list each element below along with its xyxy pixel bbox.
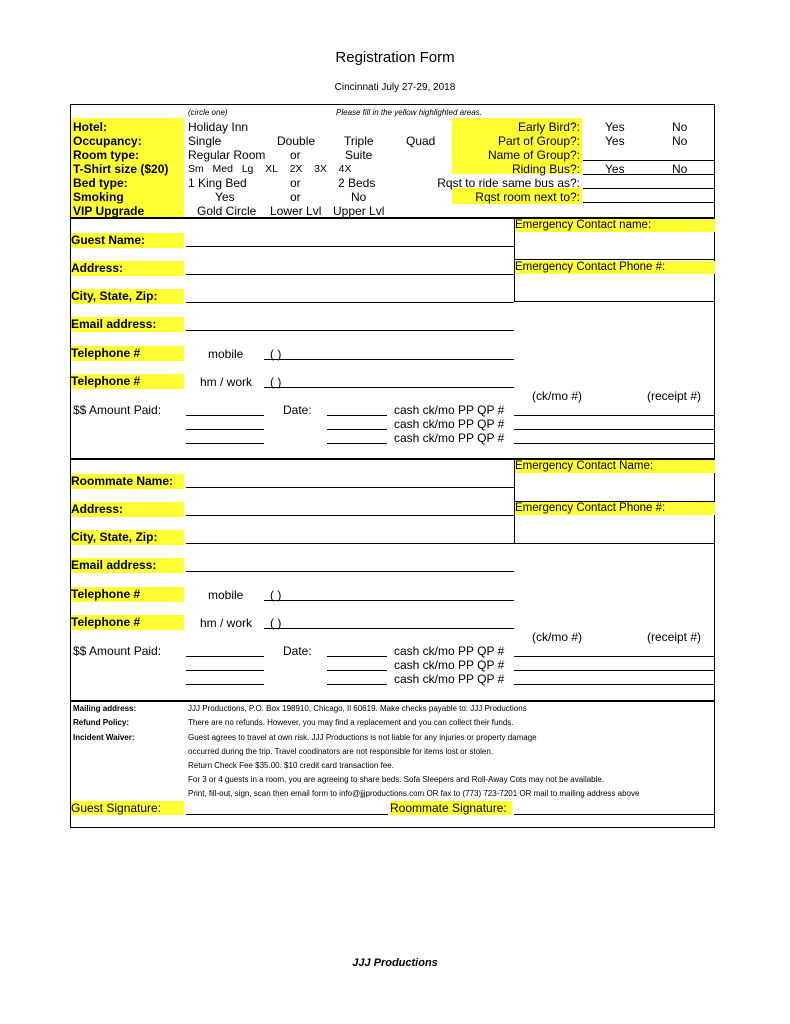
return-check-text: Return Check Fee $35.00. $10 credit card transaction fee. [188,761,394,770]
roommate-amount-field-2[interactable] [186,670,264,671]
vip-gold[interactable]: Gold Circle [197,204,257,218]
early-bird-label: Early Bird?: [517,120,580,134]
guest-amount-field-2[interactable] [186,429,264,430]
part-of-group-yes[interactable]: Yes [605,134,625,148]
guest-mobile-area: ( ) [270,347,282,361]
guest-pay-methods-1: cash ck/mo PP QP # [394,403,505,417]
riding-bus-label: Riding Bus?: [511,162,580,176]
guest-email-field[interactable] [186,330,514,331]
roommate-amount-label: $$ Amount Paid: [73,644,162,658]
vip-label: VIP Upgrade [73,204,145,218]
vip-lower[interactable]: Lower Lvl [270,204,322,218]
tshirt-label: T-Shirt size ($20) [73,162,169,176]
smoking-yes[interactable]: Yes [215,190,235,204]
roommate-date-label: Date: [283,644,312,658]
roommate-amount-field-1[interactable] [186,656,264,657]
roommate-hmwork-field[interactable] [264,628,514,629]
bed-or: or [290,176,301,190]
guest-city-label: City, State, Zip: [71,289,184,304]
guest-hmwork-field[interactable] [264,387,514,388]
guest-emergency-phone-label: Emergency Contact Phone #: [515,261,715,274]
guest-ckmo-field-1[interactable] [514,415,715,416]
roommate-date-field-1[interactable] [327,656,387,657]
rqst-same-bus-label: Rqst to ride same bus as?: [437,176,580,190]
roommate-ckmo-field-3[interactable] [514,684,715,685]
riding-bus-rule [583,174,715,175]
roommate-emergency-name-label: Emergency Contact Name: [515,460,715,473]
tshirt-2x[interactable]: 2X [289,163,303,175]
roommate-address-label: Address: [71,502,184,517]
rqst-same-bus-line[interactable] [583,188,715,189]
guest-ckmo-header: (ck/mo #) [532,389,583,403]
part-of-group-no[interactable]: No [672,134,688,148]
guest-amount-label: $$ Amount Paid: [73,403,162,417]
incident-text-1: Guest agrees to travel at own risk. JJJ Productions is not liable for any injuries or property damage [188,733,537,742]
room-or: or [290,148,301,162]
room-suite[interactable]: Suite [345,148,373,162]
guest-mobile-label: mobile [208,347,244,361]
share-beds-text: For 3 or 4 guests in a room, you are agreeing to share beds. Sofa Sleepers and Roll-Away Cots may not be available. [188,775,605,784]
guest-hmwork-area: ( ) [270,375,282,389]
guest-pay-methods-2: cash ck/mo PP QP # [394,417,505,431]
early-bird-yes[interactable]: Yes [605,120,625,134]
guest-city-field[interactable] [186,302,514,303]
guest-signature-label: Guest Signature: [71,801,184,815]
smoking-no[interactable]: No [351,190,367,204]
bed-type-label: Bed type: [73,176,128,190]
mailing-text: JJJ Productions, P.O. Box 198910, Chicago, Il 60619. Make checks payable to: JJJ Productions [188,704,527,713]
roommate-mobile-label: mobile [208,588,244,602]
riding-bus-no[interactable]: No [672,162,688,176]
guest-emergency-phone-line[interactable] [514,301,715,302]
smoking-label: Smoking [73,190,124,204]
roommate-mobile-field[interactable] [264,600,514,601]
guest-amount-field-3[interactable] [186,443,264,444]
rqst-room-next-label: Rqst room next to?: [475,190,580,204]
guest-emergency-name-label: Emergency Contact name: [515,219,715,232]
guest-amount-field-1[interactable] [186,415,264,416]
print-note-text: Print, fill-out, sign, scan then email form to info@jjjproductions.com OR fax to (773) 723-7201 OR mail to mailing address above [188,789,640,798]
guest-emergency-name-line[interactable] [514,259,715,260]
guest-signature-field[interactable] [186,814,388,815]
roommate-pay-methods-1: cash ck/mo PP QP # [394,644,505,658]
guest-ckmo-field-2[interactable] [514,429,715,430]
roommate-city-field[interactable] [186,543,514,544]
room-regular[interactable]: Regular Room [188,148,266,162]
incident-label: Incident Waiver: [73,733,135,742]
guest-name-label: Guest Name: [71,233,184,248]
roommate-signature-field[interactable] [514,814,715,815]
occupancy-label: Occupancy: [73,134,142,148]
tshirt-sm[interactable]: Sm [188,163,204,175]
smoking-or: or [290,190,301,204]
tshirt-3x[interactable]: 3X [314,163,327,175]
tshirt-med[interactable]: Med [212,163,233,175]
room-type-label: Room type: [73,148,139,162]
early-bird-no[interactable]: No [672,120,688,134]
roommate-pay-methods-2: cash ck/mo PP QP # [394,658,505,672]
occupancy-double[interactable]: Double [277,134,316,148]
tshirt-sizes [188,163,351,175]
rqst-room-next-line[interactable] [583,202,715,203]
roommate-telephone-label-2: Telephone # [71,615,184,630]
occupancy-triple[interactable]: Triple [344,134,374,148]
bed-king[interactable]: 1 King Bed [188,176,247,190]
roommate-hmwork-area: ( ) [270,616,282,630]
roommate-date-field-2[interactable] [327,670,387,671]
roommate-receipt-header: (receipt #) [647,630,702,644]
footer-brand: JJJ Productions [352,957,438,969]
roommate-ckmo-header: (ck/mo #) [532,630,583,644]
guest-date-field-1[interactable] [327,415,387,416]
roommate-date-field-3[interactable] [327,684,387,685]
circle-one-note: (circle one) [188,108,228,117]
guest-email-label: Email address: [71,317,184,332]
roommate-pay-methods-3: cash ck/mo PP QP # [394,672,505,686]
guest-address-label: Address: [71,261,184,276]
roommate-ckmo-field-2[interactable] [514,670,715,671]
guest-address-field[interactable] [186,274,514,275]
refund-label: Refund Policy: [73,718,130,727]
guest-name-field[interactable] [186,246,514,247]
roommate-name-field[interactable] [186,487,514,488]
guest-receipt-header: (receipt #) [647,389,702,403]
tshirt-lg[interactable]: Lg [241,163,254,175]
roommate-hmwork-label: hm / work [200,616,253,630]
guest-mobile-field[interactable] [264,359,514,360]
guest-pay-methods-3: cash ck/mo PP QP # [394,431,505,445]
occupancy-quad[interactable]: Quad [406,134,436,148]
refund-text: There are no refunds. However, you may find a replacement and you can collect their funds. [188,718,514,727]
part-of-group-label: Part of Group?: [497,134,580,148]
riding-bus-yes[interactable]: Yes [605,162,625,176]
roommate-address-field[interactable] [186,515,514,516]
roommate-ckmo-field-1[interactable] [514,656,715,657]
guest-hmwork-label: hm / work [200,375,253,389]
vip-upper[interactable]: Upper Lvl [333,204,385,218]
occupancy-single[interactable]: Single [188,134,222,148]
roommate-mobile-area: ( ) [270,588,282,602]
hotel-label: Hotel: [73,120,107,134]
name-of-group-line[interactable] [583,160,715,161]
hotel-value: Holiday Inn [188,120,249,134]
guest-telephone-label-1: Telephone # [71,346,184,361]
roommate-email-label: Email address: [71,558,184,573]
page-subtitle: Cincinnati July 27-29, 2018 [334,82,456,93]
roommate-amount-field-3[interactable] [186,684,264,685]
roommate-telephone-label-1: Telephone # [71,587,184,602]
guest-ckmo-field-3[interactable] [514,443,715,444]
roommate-emergency-phone-label: Emergency Contact Phone #: [515,502,715,515]
bed-two[interactable]: 2 Beds [338,176,376,190]
name-of-group-label: Name of Group?: [487,148,580,162]
fill-note: Please fill in the yellow highlighted areas. [336,108,482,117]
roommate-emergency-phone-line[interactable] [514,543,715,544]
guest-date-label: Date: [283,403,312,417]
mailing-label: Mailing address: [73,704,137,713]
roommate-divider [70,700,715,702]
roommate-name-label: Roommate Name: [71,474,184,489]
guest-date-field-2[interactable] [327,429,387,430]
roommate-signature-label: Roommate Signature: [390,801,512,815]
tshirt-4x[interactable]: 4X [338,163,352,175]
page-title: Registration Form [335,49,455,66]
guest-telephone-label-2: Telephone # [71,374,184,389]
tshirt-xl[interactable]: XL [265,163,278,175]
guest-date-field-3[interactable] [327,443,387,444]
roommate-email-field[interactable] [186,571,514,572]
roommate-city-label: City, State, Zip: [71,530,184,545]
incident-text-2: occurred during the trip. Travel coodinators are not responsible for items lost or stolen. [188,747,494,756]
